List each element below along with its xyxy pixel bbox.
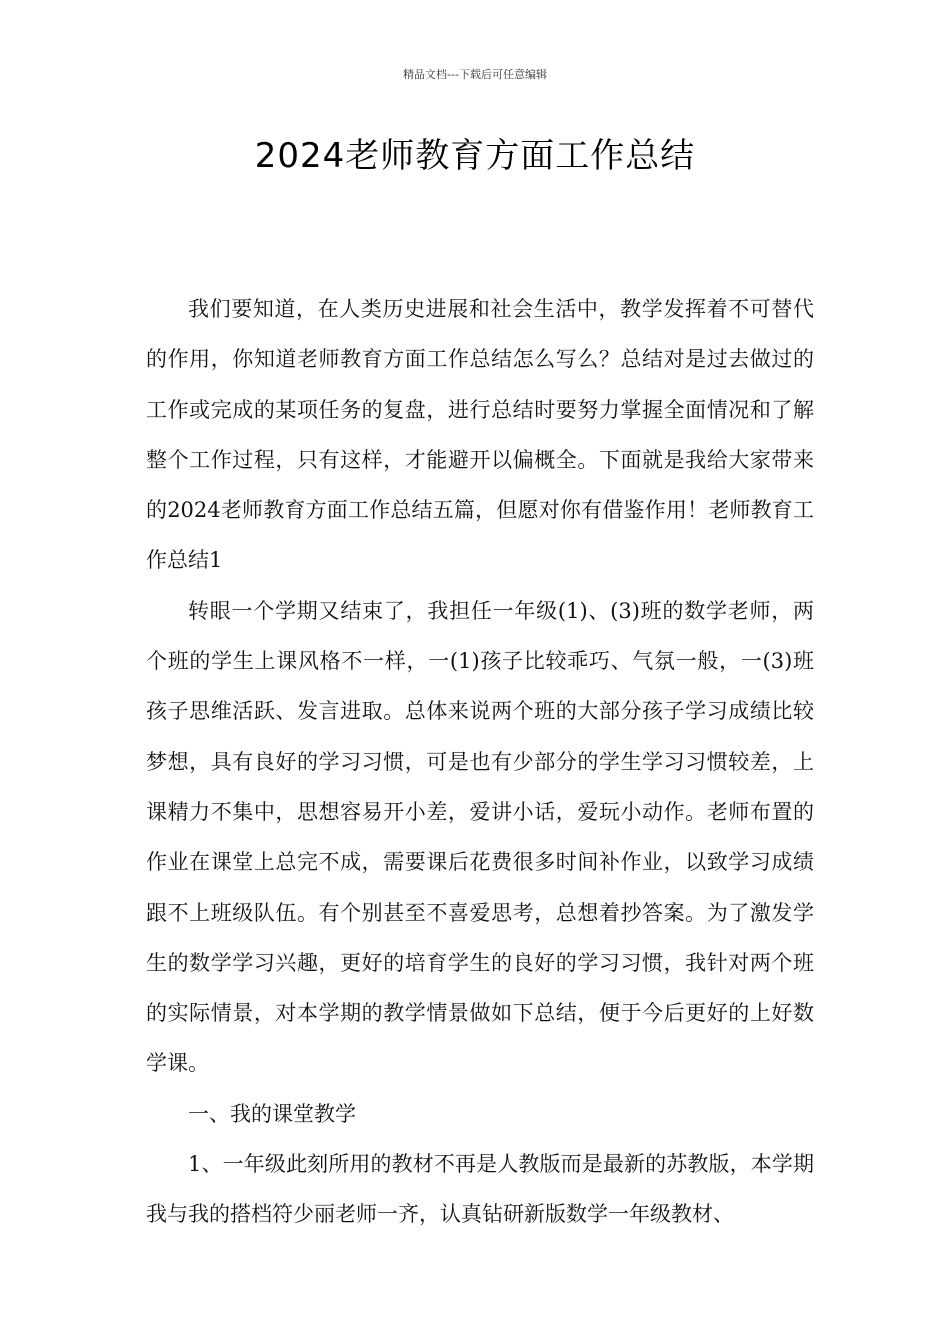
section-heading: 一、我的课堂教学 <box>188 1101 356 1126</box>
paragraph-intro: 我们要知道，在人类历史进展和社会生活中，教学发挥着不可替代的作用，你知道老师教育方面工作总结怎么写么？总结对是过去做过的工作或完成的某项任务的复盘，进行总结时要努力掌握全面情况和了解整个工作过程，只有这样，才能避开以偏概全。下面就是我给大家带来的2024老师教育方面工作总结五篇，但愿对你有借鉴作用！老师教育工作总结1 <box>146 297 814 573</box>
paragraph-item-1: 1、一年级此刻所用的教材不再是人教版而是最新的苏教版，本学期我与我的搭档符少丽老师一齐，认真钻研新版数学一年级教材、 <box>146 1152 814 1227</box>
paragraph-summary-1: 转眼一个学期又结束了，我担任一年级(1)、(3)班的数学老师，两个班的学生上课风格不一样，一(1)孩子比较乖巧、气氛一般，一(3)班孩子思维活跃、发言进取。总体来说两个班的大部分孩子学习成绩比较梦想，具有良好的学习习惯，可是也有少部分的学生学习习惯较差，上课精力不集中，思想容易开小差，爱讲小话，爱玩小动作。老师布置的作业在课堂上总完不成，需要课后花费很多时间补作业，以致学习成绩跟不上班级队伍。有个别甚至不喜爱思考，总想着抄答案。为了激发学生的数学学习兴趣，更好的培育学生的良好的学习习惯，我针对两个班的实际情景，对本学期的教学情景做如下总结，便于今后更好的上好数学课。 <box>146 598 814 1076</box>
document-body <box>146 284 814 1240</box>
header-note: 精品文档---下载后可任意编辑 <box>403 68 547 81</box>
document-title: 2024老师教育方面工作总结 <box>254 136 696 176</box>
